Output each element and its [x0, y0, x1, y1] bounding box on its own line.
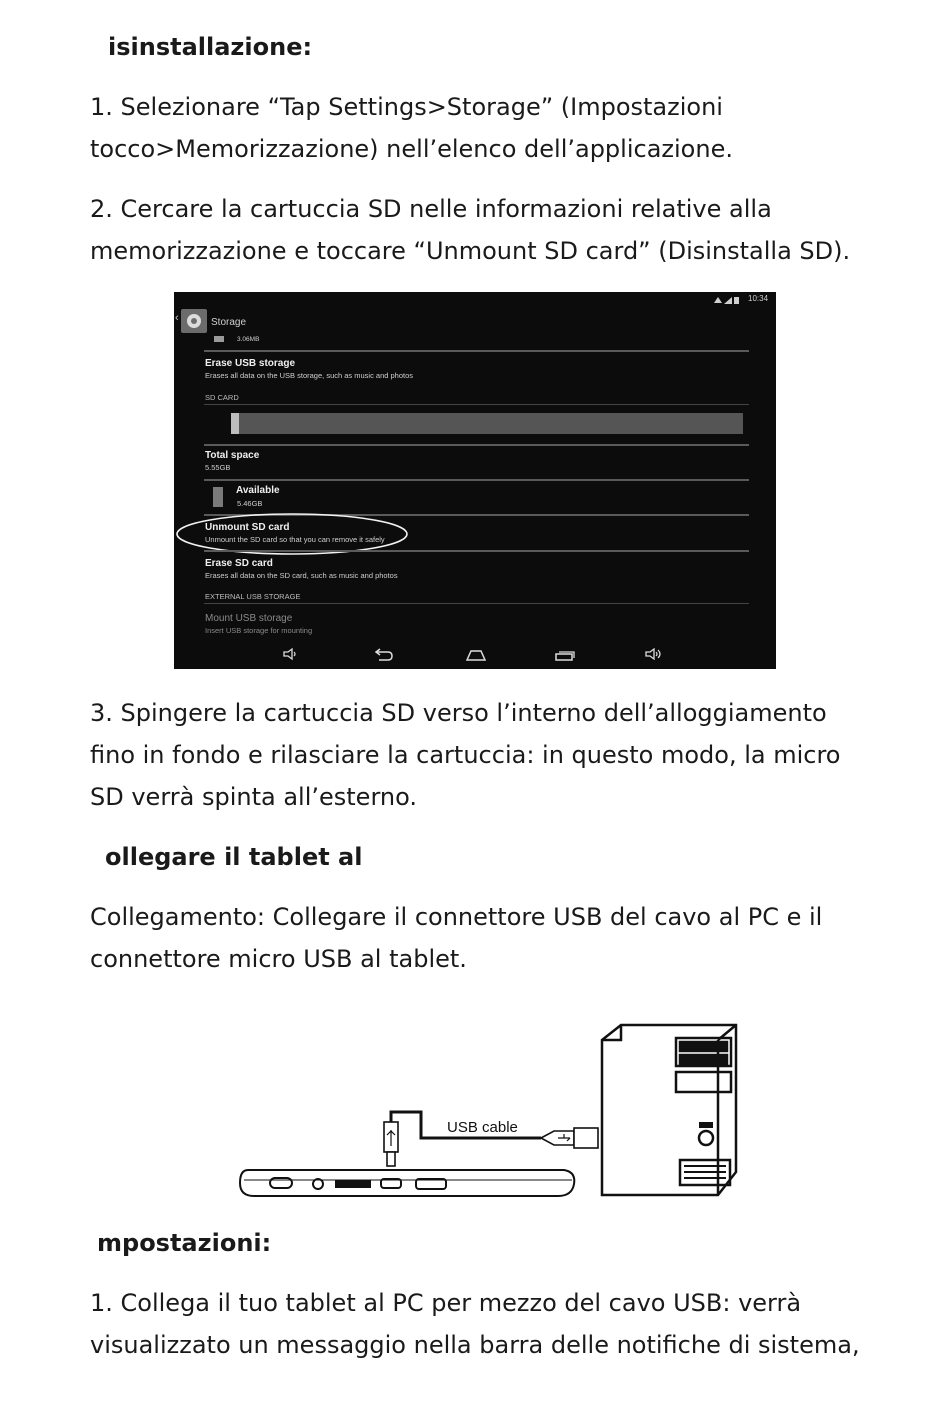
- unmount-title: Unmount SD card: [205, 522, 290, 533]
- available-title: Available: [236, 485, 280, 496]
- usb-a-plug-icon: [541, 1128, 598, 1148]
- volume-up-icon[interactable]: [644, 647, 666, 661]
- sd-card-section-header: SD CARD: [205, 393, 239, 402]
- micro-usb-plug-icon: [384, 1122, 398, 1166]
- erase-usb-title: Erase USB storage: [205, 358, 296, 369]
- step3-line2: fino in fondo e rilasciare la cartuccia: in questo modo, la micro: [90, 741, 841, 769]
- usb-connection-diagram: [236, 1010, 746, 1205]
- step1-line1: 1. Selezionare “Tap Settings>Storage” (Impostazioni: [90, 93, 723, 121]
- mount-usb-storage-item: [204, 613, 749, 637]
- available-value: 5.46GB: [237, 499, 263, 508]
- usb-used-swatch: [214, 336, 224, 342]
- pc-tower-icon: [602, 1025, 736, 1195]
- connect-para-line1: Collegamento: Collegare il connettore USB del cavo al PC e il: [90, 903, 823, 931]
- step3-line3: SD verrà spinta all’esterno.: [90, 783, 417, 811]
- step1-line2: tocco>Memorizzazione) nell’elenco dell’applicazione.: [90, 135, 733, 163]
- unmount-desc: Unmount the SD card so that you can remove it safely: [205, 535, 385, 544]
- sd-usage-bar: [231, 413, 743, 434]
- status-time: 10:34: [748, 294, 769, 303]
- usb-cable-label: USB cable: [447, 1119, 518, 1136]
- divider: [204, 350, 749, 352]
- settings-step1-line1: 1. Collega il tuo tablet al PC per mezzo del cavo USB: verrà: [90, 1289, 802, 1317]
- section-heading-settings: mpostazioni:: [97, 1229, 272, 1257]
- divider: [204, 603, 749, 604]
- total-space-title: Total space: [205, 450, 260, 461]
- mount-usb-title: Mount USB storage: [205, 613, 293, 624]
- back-icon[interactable]: [373, 648, 395, 662]
- wifi-signal-battery-icon: [712, 295, 742, 305]
- usb-used-value: 3.06MB: [237, 336, 260, 343]
- section-heading-uninstall: isinstallazione:: [108, 33, 313, 61]
- erase-sd-title: Erase SD card: [205, 558, 273, 569]
- volume-down-icon[interactable]: [282, 647, 300, 661]
- settings-gear-icon[interactable]: [181, 309, 207, 333]
- home-icon[interactable]: [465, 648, 487, 662]
- section-heading-connect: ollegare il tablet al: [105, 843, 363, 871]
- total-space-value: 5.55GB: [205, 463, 231, 472]
- available-swatch: [213, 487, 223, 507]
- storage-settings-screenshot: [174, 292, 776, 669]
- erase-usb-storage-item[interactable]: [204, 358, 749, 382]
- erase-usb-desc: Erases all data on the USB storage, such as music and photos: [205, 371, 414, 380]
- erase-sd-desc: Erases all data on the SD card, such as music and photos: [205, 571, 398, 580]
- step2-line2: memorizzazione e toccare “Unmount SD card” (Disinstalla SD).: [90, 237, 851, 265]
- settings-step1-line2: visualizzato un messaggio nella barra delle notifiche di sistema,: [90, 1331, 860, 1359]
- mount-usb-desc: Insert USB storage for mounting: [205, 626, 313, 635]
- step3-line1: 3. Spingere la cartuccia SD verso l’interno dell’alloggiamento: [90, 699, 827, 727]
- tablet-side-view-icon: [240, 1170, 574, 1196]
- sd-usage-fill: [231, 413, 239, 434]
- step2-line1: 2. Cercare la cartuccia SD nelle informazioni relative alla: [90, 195, 772, 223]
- divider: [204, 550, 749, 552]
- external-usb-section-header: EXTERNAL USB STORAGE: [205, 592, 301, 601]
- divider: [204, 479, 749, 481]
- erase-sd-card-item[interactable]: [204, 558, 749, 582]
- divider: [204, 444, 749, 446]
- screen-title: Storage: [211, 317, 247, 328]
- recent-apps-icon[interactable]: [554, 648, 576, 662]
- connect-para-line2: connettore micro USB al tablet.: [90, 945, 467, 973]
- back-caret-icon[interactable]: ‹: [175, 312, 179, 324]
- divider: [204, 404, 749, 405]
